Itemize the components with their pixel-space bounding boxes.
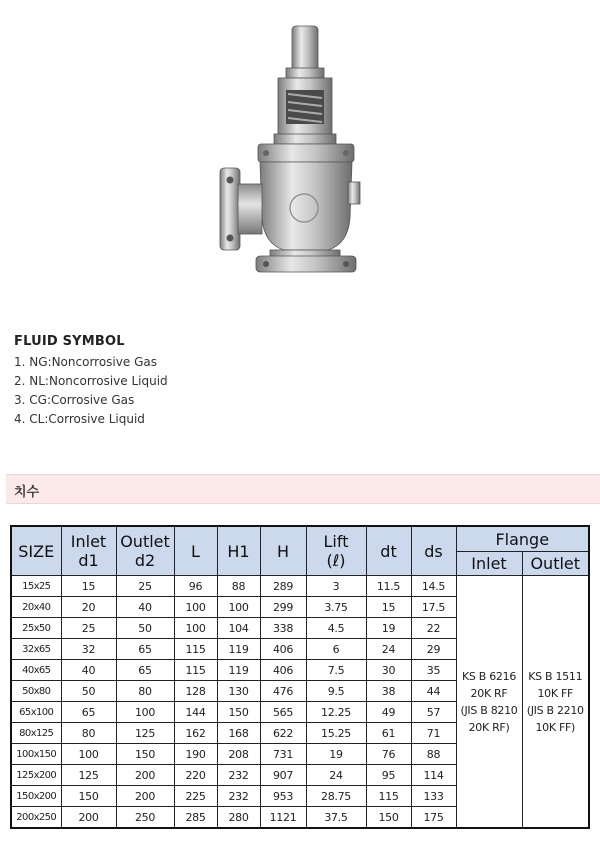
- header-h: H: [260, 526, 306, 576]
- cell-dt: 95: [366, 765, 411, 786]
- cell-l: 115: [174, 660, 217, 681]
- cell-ds: 14.5: [411, 576, 456, 597]
- cell-l: 162: [174, 723, 217, 744]
- cell-l: 115: [174, 639, 217, 660]
- cell-h1: 232: [217, 765, 260, 786]
- cell-ds: 88: [411, 744, 456, 765]
- cell-lift: 6: [306, 639, 366, 660]
- cell-dt: 150: [366, 807, 411, 829]
- cell-lift: 7.5: [306, 660, 366, 681]
- header-flange-outlet: Outlet: [522, 552, 589, 576]
- fluid-symbol-title: FLUID SYMBOL: [14, 334, 125, 349]
- flange-outlet-line: (JIS B 2210: [526, 703, 584, 717]
- header-ds: ds: [411, 526, 456, 576]
- fluid-symbol-item: 3. CG:Corrosive Gas: [14, 393, 135, 407]
- cell-h: 406: [260, 639, 306, 660]
- cell-dt: 76: [366, 744, 411, 765]
- cell-size: 65x100: [11, 702, 61, 723]
- cell-h: 731: [260, 744, 306, 765]
- cell-inlet-d1: 150: [61, 786, 116, 807]
- cell-inlet-d1: 32: [61, 639, 116, 660]
- section-title: 치수: [14, 485, 40, 500]
- cell-lift: 3: [306, 576, 366, 597]
- cell-ds: 17.5: [411, 597, 456, 618]
- cell-dt: 38: [366, 681, 411, 702]
- cell-size: 125x200: [11, 765, 61, 786]
- fluid-symbol-item: 2. NL:Noncorrosive Liquid: [14, 374, 168, 388]
- cell-outlet-d2: 200: [116, 765, 174, 786]
- header-dt: dt: [366, 526, 411, 576]
- header-lift: Lift (ℓ): [306, 526, 366, 576]
- cell-dt: 15: [366, 597, 411, 618]
- cell-ds: 71: [411, 723, 456, 744]
- cell-h: 907: [260, 765, 306, 786]
- cell-inlet-d1: 100: [61, 744, 116, 765]
- cell-ds: 44: [411, 681, 456, 702]
- flange-inlet-standard: [456, 576, 522, 829]
- cell-inlet-d1: 40: [61, 660, 116, 681]
- header-outlet-d2: Outlet d2: [116, 526, 174, 576]
- cell-outlet-d2: 250: [116, 807, 174, 829]
- cell-h1: 280: [217, 807, 260, 829]
- cell-size: 40x65: [11, 660, 61, 681]
- cell-h: 622: [260, 723, 306, 744]
- cell-lift: 37.5: [306, 807, 366, 829]
- cell-l: 285: [174, 807, 217, 829]
- cell-h1: 130: [217, 681, 260, 702]
- cell-l: 128: [174, 681, 217, 702]
- cell-dt: 61: [366, 723, 411, 744]
- cell-h1: 168: [217, 723, 260, 744]
- safety-valve-icon: [200, 18, 380, 278]
- cell-outlet-d2: 50: [116, 618, 174, 639]
- cell-l: 225: [174, 786, 217, 807]
- cell-dt: 19: [366, 618, 411, 639]
- cell-size: 100x150: [11, 744, 61, 765]
- cell-h: 953: [260, 786, 306, 807]
- cell-ds: 22: [411, 618, 456, 639]
- cell-dt: 11.5: [366, 576, 411, 597]
- header-flange-inlet: Inlet: [456, 552, 522, 576]
- cell-l: 190: [174, 744, 217, 765]
- flange-outlet-line: 10K FF: [537, 686, 574, 700]
- cell-inlet-d1: 200: [61, 807, 116, 829]
- cell-dt: 24: [366, 639, 411, 660]
- fluid-symbol-item: 1. NG:Noncorrosive Gas: [14, 355, 157, 369]
- cell-h: 1121: [260, 807, 306, 829]
- cell-inlet-d1: 20: [61, 597, 116, 618]
- cell-h1: 119: [217, 660, 260, 681]
- flange-outlet-line: 10K FF): [535, 720, 576, 734]
- cell-dt: 115: [366, 786, 411, 807]
- cell-h: 406: [260, 660, 306, 681]
- dimension-table: [10, 525, 590, 829]
- cell-lift: 15.25: [306, 723, 366, 744]
- cell-lift: 28.75: [306, 786, 366, 807]
- flange-outlet-line: KS B 1511: [528, 669, 583, 683]
- flange-inlet-line: KS B 6216: [461, 669, 517, 683]
- flange-inlet-line: (JIS B 8210: [460, 703, 518, 717]
- cell-h1: 119: [217, 639, 260, 660]
- cell-h: 299: [260, 597, 306, 618]
- cell-l: 96: [174, 576, 217, 597]
- cell-inlet-d1: 80: [61, 723, 116, 744]
- cell-h: 476: [260, 681, 306, 702]
- cell-outlet-d2: 125: [116, 723, 174, 744]
- cell-outlet-d2: 25: [116, 576, 174, 597]
- header-h1: H1: [217, 526, 260, 576]
- header-flange: Flange: [456, 526, 589, 552]
- cell-dt: 49: [366, 702, 411, 723]
- fluid-symbol-list: [14, 353, 414, 429]
- cell-size: 32x65: [11, 639, 61, 660]
- cell-size: 150x200: [11, 786, 61, 807]
- cell-ds: 35: [411, 660, 456, 681]
- cell-ds: 133: [411, 786, 456, 807]
- cell-ds: 114: [411, 765, 456, 786]
- cell-lift: 19: [306, 744, 366, 765]
- cell-outlet-d2: 80: [116, 681, 174, 702]
- header-inlet-d1: Inlet d1: [61, 526, 116, 576]
- cell-size: 50x80: [11, 681, 61, 702]
- cell-l: 144: [174, 702, 217, 723]
- cell-h: 338: [260, 618, 306, 639]
- cell-size: 80x125: [11, 723, 61, 744]
- cell-inlet-d1: 125: [61, 765, 116, 786]
- cell-outlet-d2: 40: [116, 597, 174, 618]
- cell-lift: 3.75: [306, 597, 366, 618]
- cell-outlet-d2: 65: [116, 660, 174, 681]
- flange-inlet-line: 20K RF): [468, 720, 510, 734]
- header-size: SIZE: [11, 526, 61, 576]
- cell-size: 200x250: [11, 807, 61, 829]
- cell-outlet-d2: 150: [116, 744, 174, 765]
- cell-lift: 9.5: [306, 681, 366, 702]
- cell-h: 289: [260, 576, 306, 597]
- fluid-symbol-item: 4. CL:Corrosive Liquid: [14, 412, 145, 426]
- cell-l: 220: [174, 765, 217, 786]
- flange-outlet-standard: [522, 576, 589, 829]
- cell-ds: 57: [411, 702, 456, 723]
- cell-h1: 232: [217, 786, 260, 807]
- dimension-table-body: [11, 576, 589, 829]
- cell-inlet-d1: 15: [61, 576, 116, 597]
- cell-ds: 175: [411, 807, 456, 829]
- cell-lift: 24: [306, 765, 366, 786]
- cell-l: 100: [174, 597, 217, 618]
- table-row: [11, 576, 589, 597]
- cell-l: 100: [174, 618, 217, 639]
- cell-h1: 104: [217, 618, 260, 639]
- cell-h: 565: [260, 702, 306, 723]
- cell-dt: 30: [366, 660, 411, 681]
- cell-h1: 100: [217, 597, 260, 618]
- cell-h1: 150: [217, 702, 260, 723]
- header-l: L: [174, 526, 217, 576]
- cell-size: 25x50: [11, 618, 61, 639]
- cell-inlet-d1: 65: [61, 702, 116, 723]
- flange-inlet-line: 20K RF: [470, 686, 508, 700]
- cell-inlet-d1: 50: [61, 681, 116, 702]
- cell-lift: 4.5: [306, 618, 366, 639]
- cell-h1: 208: [217, 744, 260, 765]
- cell-size: 20x40: [11, 597, 61, 618]
- section-header-dimensions: [6, 474, 600, 504]
- cell-h1: 88: [217, 576, 260, 597]
- cell-outlet-d2: 200: [116, 786, 174, 807]
- cell-size: 15x25: [11, 576, 61, 597]
- cell-ds: 29: [411, 639, 456, 660]
- fluid-symbol-section: [14, 334, 414, 429]
- cell-outlet-d2: 65: [116, 639, 174, 660]
- cell-lift: 12.25: [306, 702, 366, 723]
- cell-inlet-d1: 25: [61, 618, 116, 639]
- cell-outlet-d2: 100: [116, 702, 174, 723]
